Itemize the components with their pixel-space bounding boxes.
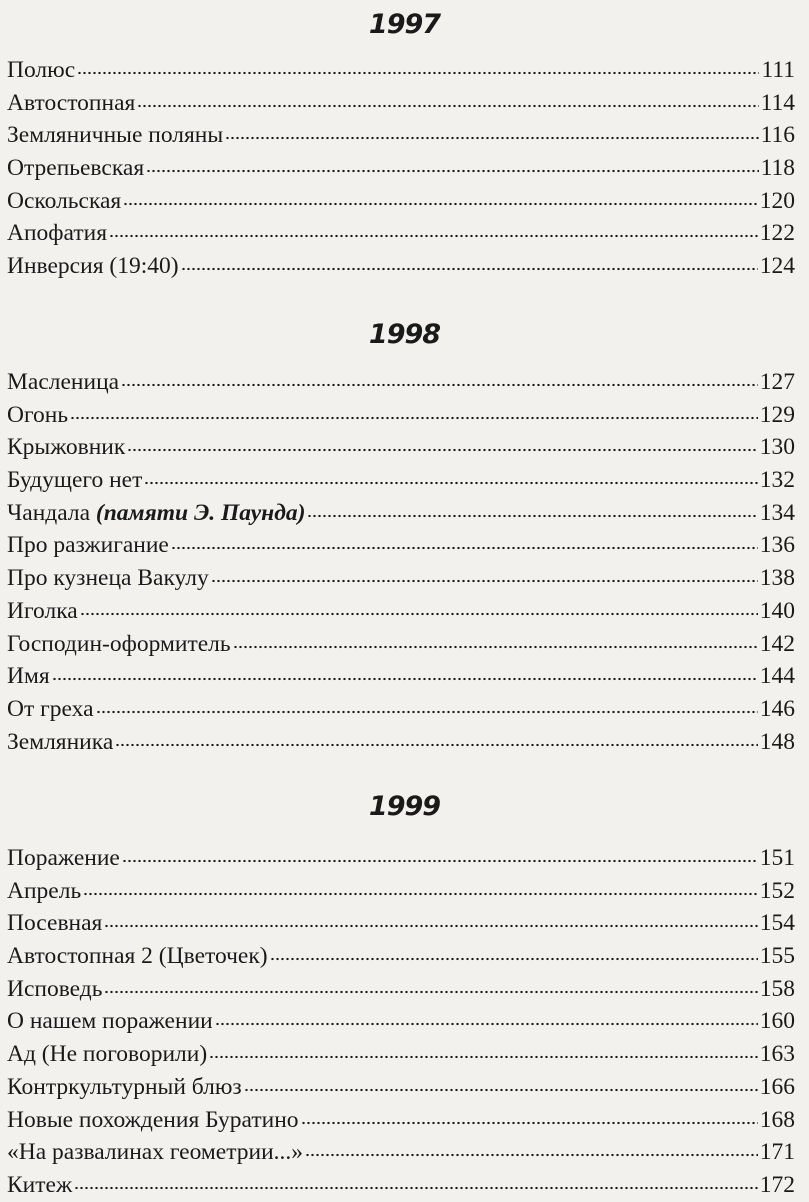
entry-title-text: Иголка — [7, 597, 78, 624]
entry-title — [7, 1071, 242, 1104]
dot-leader — [181, 266, 758, 272]
entry-title-text: Полюс — [7, 57, 76, 83]
dot-leader — [225, 135, 758, 141]
entry-title-text: Исповедь — [7, 975, 103, 1002]
entry-title — [7, 119, 223, 152]
dot-leader — [209, 1054, 758, 1060]
entry-title — [7, 1104, 299, 1137]
entry-page-number: 142 — [759, 630, 795, 657]
dot-leader — [270, 956, 758, 962]
entry-title — [7, 185, 121, 218]
entry-title — [7, 366, 119, 399]
entry-page-number: 148 — [759, 728, 795, 755]
entry-title-text: Про кузнеца Вакулу — [7, 565, 209, 592]
entry-page-number: 120 — [759, 187, 795, 214]
entry-page-number: 136 — [759, 532, 795, 559]
entry-page-number: 130 — [759, 434, 795, 461]
entry-title-text: Контркультурный блюз — [7, 1073, 242, 1100]
dot-leader — [80, 611, 758, 617]
dot-leader — [74, 1185, 758, 1191]
entry-title — [7, 497, 305, 530]
entry-title — [7, 875, 81, 908]
toc-entry — [0, 87, 809, 120]
toc-entry — [0, 366, 809, 399]
entry-title — [7, 562, 209, 595]
entry-page-number: 171 — [759, 1139, 795, 1166]
entry-page-number: 124 — [759, 253, 795, 280]
entry-title-text: Ад (Не поговорили) — [7, 1041, 208, 1068]
toc-entry — [0, 529, 809, 562]
entry-title — [7, 842, 120, 875]
dot-leader — [77, 70, 759, 76]
entry-page-number: 151 — [759, 845, 795, 871]
entry-page-number: 172 — [759, 1171, 795, 1198]
toc-entry — [0, 973, 809, 1006]
entry-title — [7, 529, 169, 562]
toc-entry — [0, 940, 809, 973]
toc-entry — [0, 562, 809, 595]
entry-page-number: 152 — [759, 877, 795, 904]
entry-title — [7, 940, 268, 973]
entry-title-text: Апофатия — [7, 220, 108, 247]
entry-title — [7, 250, 179, 283]
entry-title — [7, 54, 75, 87]
entry-title-text: Чандала — [7, 499, 96, 526]
toc-entry — [0, 185, 809, 218]
dot-leader — [146, 168, 758, 174]
entry-title-text: Огонь — [7, 401, 69, 428]
entry-page-number: 122 — [759, 220, 795, 247]
entry-title-text: Земляничные поляны — [7, 122, 224, 149]
entry-title — [7, 973, 102, 1006]
entry-title — [7, 431, 125, 464]
section-year-heading: 1998 — [368, 319, 441, 350]
dot-leader — [121, 382, 758, 388]
dot-leader — [233, 644, 758, 650]
entry-title-text: Отрепьевская — [7, 155, 145, 182]
entry-title — [7, 87, 135, 120]
entry-title — [7, 907, 102, 940]
dot-leader — [307, 513, 757, 519]
dot-leader — [244, 1087, 758, 1093]
dot-leader — [305, 1152, 758, 1158]
entry-page-number: 144 — [759, 663, 795, 690]
entry-title-text: Земляника — [7, 728, 114, 755]
entry-list — [0, 366, 809, 758]
entry-page-number: 134 — [759, 499, 795, 526]
entry-title — [7, 217, 107, 250]
entry-title-text: Посевная — [7, 910, 103, 937]
toc-entry — [0, 1169, 809, 1202]
toc-entry — [0, 1136, 809, 1169]
entry-page-number: 154 — [759, 910, 795, 937]
toc-entry — [0, 660, 809, 693]
entry-page-number: 127 — [759, 369, 795, 395]
entry-page-number: 129 — [759, 401, 795, 428]
entry-title-text: Господин-оформитель — [7, 630, 231, 657]
entry-title — [7, 1038, 207, 1071]
entry-title — [7, 464, 142, 497]
entry-title-text: «На развалинах геометрии...» — [7, 1139, 304, 1166]
entry-title-text: О нашем поражении — [7, 1008, 213, 1035]
entry-page-number: 114 — [760, 89, 795, 116]
entry-page-number: 166 — [759, 1073, 795, 1100]
toc-entry — [0, 726, 809, 759]
toc-entry — [0, 693, 809, 726]
toc-entry — [0, 152, 809, 185]
entry-title-text: Имя — [7, 663, 50, 690]
toc-entry — [0, 875, 809, 908]
section-year-heading: 1999 — [368, 791, 441, 822]
entry-page-number: 168 — [759, 1106, 795, 1133]
dot-leader — [215, 1021, 758, 1027]
dot-leader — [96, 709, 758, 715]
dot-leader — [122, 858, 758, 864]
entry-title-text: Про разжигание — [7, 532, 169, 559]
entry-page-number: 140 — [759, 597, 795, 624]
entry-page-number: 118 — [760, 155, 795, 182]
entry-page-number: 155 — [759, 943, 795, 970]
entry-title — [7, 726, 113, 759]
dot-leader — [52, 676, 758, 682]
entry-title-text: Автостопная 2 (Цветочек) — [7, 943, 268, 970]
entry-title-text: Оскольская — [7, 187, 122, 214]
entry-title — [7, 1169, 72, 1202]
entry-list — [0, 54, 809, 283]
toc-entry — [0, 431, 809, 464]
dot-leader — [301, 1120, 758, 1126]
entry-title-text: Масленица — [7, 369, 120, 395]
toc-entry — [0, 464, 809, 497]
dot-leader — [70, 415, 758, 421]
entry-title — [7, 628, 231, 661]
toc-entry — [0, 217, 809, 250]
entry-title — [7, 1136, 303, 1169]
entry-page-number: 138 — [759, 565, 795, 592]
dot-leader — [127, 447, 757, 453]
toc-entry — [0, 628, 809, 661]
entry-title-text: Будущего нет — [7, 467, 143, 494]
dot-leader — [144, 480, 757, 486]
dot-leader — [104, 923, 757, 929]
toc-entry — [0, 1005, 809, 1038]
entry-title — [7, 1005, 213, 1038]
dot-leader — [104, 989, 757, 995]
entry-page-number: 160 — [759, 1008, 795, 1035]
entry-title-text: Крыжовник — [7, 434, 126, 461]
entry-title-text: Инверсия (19:40) — [7, 253, 179, 280]
entry-page-number: 163 — [759, 1041, 795, 1068]
dot-leader — [211, 578, 758, 584]
entry-page-number: 116 — [760, 122, 795, 149]
entry-page-number: 158 — [759, 975, 795, 1002]
toc-entry — [0, 399, 809, 432]
entry-title — [7, 152, 144, 185]
entry-title-text: От греха — [7, 695, 94, 722]
entry-title-text: Поражение — [7, 845, 120, 871]
toc-entry — [0, 1104, 809, 1137]
toc-entry — [0, 119, 809, 152]
entry-page-number: 111 — [761, 57, 795, 83]
toc-entry — [0, 907, 809, 940]
dot-leader — [171, 545, 758, 551]
entry-list — [0, 842, 809, 1202]
entry-page-number: 132 — [759, 467, 795, 494]
entry-note: (памяти Э. Паунда) — [95, 499, 306, 526]
dot-leader — [123, 201, 758, 207]
toc-entry — [0, 1071, 809, 1104]
entry-title — [7, 595, 78, 628]
entry-title — [7, 399, 68, 432]
toc-entry — [0, 842, 809, 875]
toc-entry — [0, 54, 809, 87]
toc-entry — [0, 1038, 809, 1071]
dot-leader — [83, 891, 758, 897]
toc-entry — [0, 497, 809, 530]
entry-title-text: Апрель — [7, 877, 82, 904]
entry-title-text: Автостопная — [7, 89, 136, 116]
dot-leader — [115, 742, 757, 748]
section-year-heading: 1997 — [368, 9, 441, 40]
dot-leader — [137, 103, 758, 109]
entry-page-number: 146 — [759, 695, 795, 722]
entry-title-text: Китеж — [7, 1171, 73, 1198]
entry-title — [7, 693, 94, 726]
dot-leader — [109, 233, 758, 239]
toc-entry — [0, 595, 809, 628]
entry-title-text: Новые похождения Буратино — [7, 1106, 299, 1133]
toc-entry — [0, 250, 809, 283]
entry-title — [7, 660, 50, 693]
